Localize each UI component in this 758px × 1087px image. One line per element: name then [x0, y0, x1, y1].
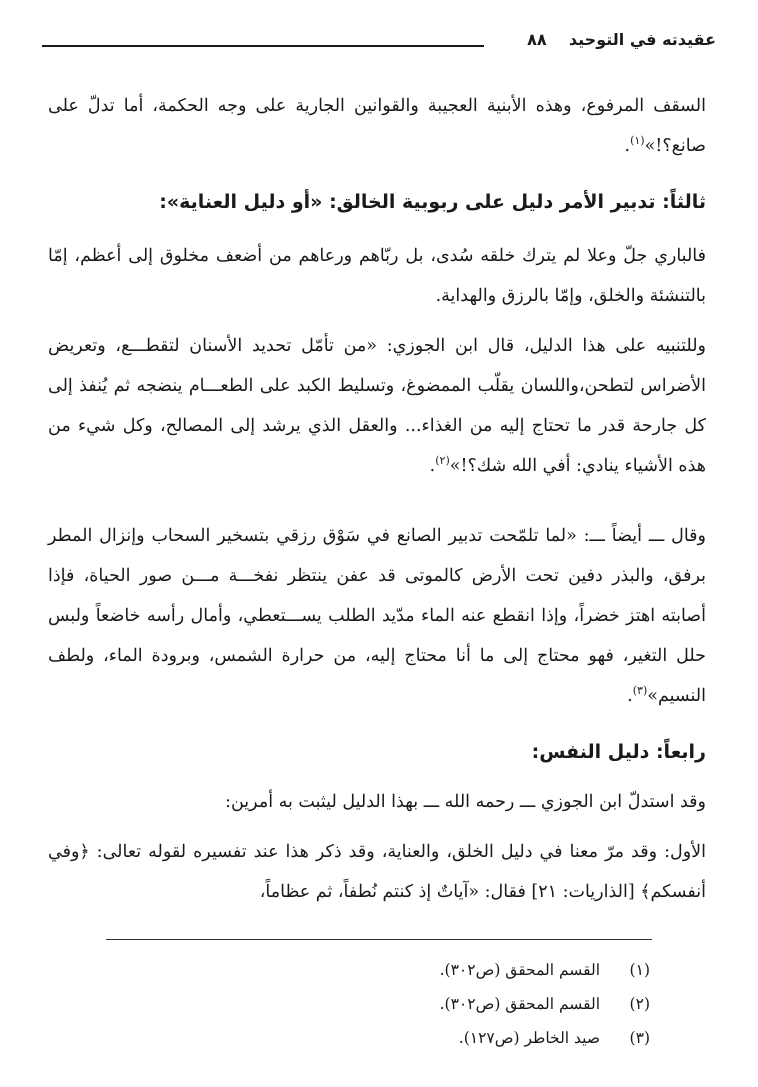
footnote-3: (٣)صيد الخاطر (ص١٢٧). — [458, 1029, 650, 1047]
paragraph-5: وقد استدلّ ابن الجوزي ـــ رحمه الله ـــ بهذا الدليل ليثبت به أمرين: — [225, 792, 706, 812]
page-number: ٨٨ — [527, 30, 547, 49]
paragraph-4: وقال ـــ أيضاً ـــ: «لما تلمّحت تدبير الصانع في سَوْق رزقي بتسخير السحاب وإنزال المطر برفق، والبذر دفين تحت الأرض كالموتى قد عفن ينتظر نفخـــة مـــن صور الحياة، فإذا أصابته اهتز خضراً، وإذا انقطع عنه الماء مدّيد الطلب يســـتعطي، وأمال رأسه خاضعاً ولبس حلل التغير، فهو محتاج إلى ما أنا محتاج إليه، من حرارة الشمس، وبرودة الماء، ولطف النسيم»$^{(٣)}$. — [48, 526, 706, 706]
page-header — [42, 30, 716, 60]
footnote-ref-2: (٢) — [435, 454, 450, 468]
running-head — [527, 30, 716, 49]
paragraph-2: فالباري جلّ وعلا لم يترك خلقه سُدى، بل ربّاهم ورعاهم من أضعف مخلوق إلى أعظم، إمّا بالتنشئة والخلق، وإمّا بالرزق والهداية. — [48, 246, 706, 306]
section-heading-4: رابعاً: دليل النفس: — [531, 741, 706, 763]
header-title: عقيدته في التوحيد — [568, 30, 716, 49]
footnote-1: (١)القسم المحقق (ص٣٠٢). — [439, 961, 650, 979]
footnote-2: (٢)القسم المحقق (ص٣٠٢). — [439, 995, 650, 1013]
header-rule — [42, 45, 484, 47]
paragraph-3: وللتنبيه على هذا الدليل، قال ابن الجوزي: «من تأمّل تحديد الأسنان لتقطـــع، وتعريض الأضراس لتطحن،واللسان يقلّب الممضوغ، وتسليط الكبد على الطعـــام ينضجه ثم يُنفذ إلى كل جارحة قدر ما تحتاج إليه من الغذاء... والعقل الذي يرشد إلى المصالح، وكل شيء من هذه الأشياء ينادي: أفي الله شك؟!»$^{(٢)}$. — [48, 336, 706, 476]
footnote-ref-3: (٣) — [632, 684, 648, 698]
section-heading-3: ثالثاً: تدبير الأمر دليل على ربوبية الخالق: «أو دليل العناية»: — [159, 191, 706, 213]
paragraph-1: السقف المرفوع، وهذه الأبنية العجيبة والقوانين الجارية على وجه الحكمة، أما تدلّ على صانع؟!»$^{(١)}$. — [48, 96, 706, 156]
paragraph-6: الأول: وقد مرّ معنا في دليل الخلق، والعناية، وقد ذكر هذا عند تفسيره لقوله تعالى: ﴿وفي أنفسكم﴾ [الذاريات: ٢١] فقال: «آياتٌ إذ كنتم نُطفاً، ثم عظاماً، — [48, 842, 706, 902]
footnote-rule — [106, 939, 652, 940]
footnote-ref-1: (١) — [630, 134, 645, 148]
